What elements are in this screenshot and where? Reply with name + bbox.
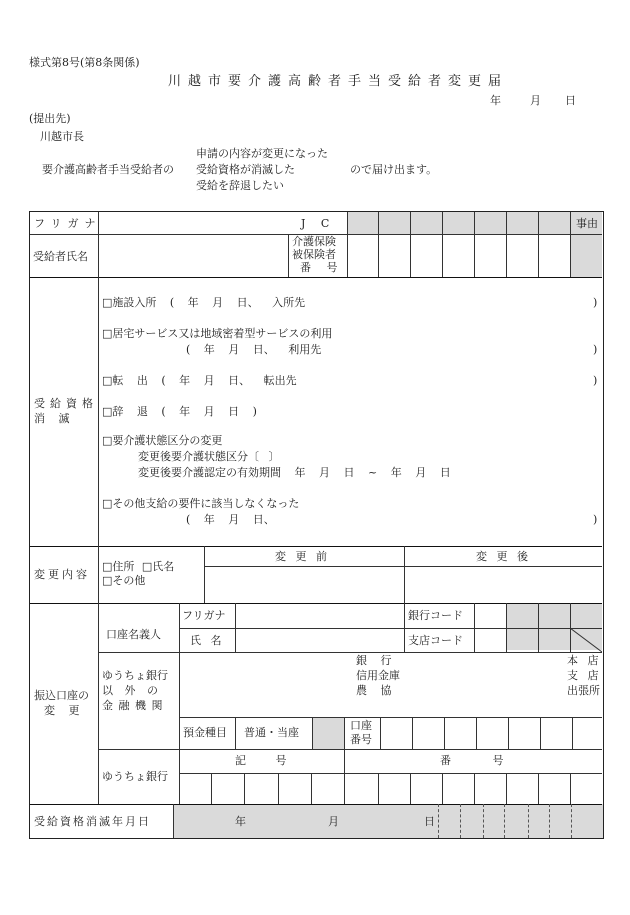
- loss-item-decline[interactable]: □辞 退 ( 年 月 日 ): [102, 405, 257, 418]
- fi-type-bank: 銀 行: [356, 654, 392, 667]
- loss-item-other-paren: ): [593, 513, 598, 526]
- holder-furigana-label: フリガナ: [182, 609, 226, 622]
- deposit-type-label: 預金種目: [183, 726, 227, 739]
- holder-name-label: 氏 名: [190, 634, 222, 647]
- loss-item-care-level-sub2: 変更後要介護認定の有効期間 年 月 日 ~ 年 月 日: [138, 466, 451, 479]
- deposit-type-options[interactable]: 普通・当座: [244, 726, 299, 739]
- insured-label-3: 番 号: [300, 261, 344, 274]
- reason-3: 受給を辞退したい: [196, 179, 284, 192]
- loss-label-2: 消 滅: [34, 412, 75, 425]
- fi-type-nokyo: 農 協: [356, 684, 392, 697]
- reason-1: 申請の内容が変更になった: [196, 147, 328, 160]
- branch-type-branch: 支 店: [567, 669, 599, 682]
- loss-item-care-level-sub1: 変更後要介護状態区分〔 〕: [138, 450, 280, 463]
- other-fi-label-3: 金 融 機 関: [102, 699, 163, 712]
- change-before-header: 変 更 前: [275, 550, 327, 563]
- addressee: 川越市長: [40, 130, 84, 143]
- furigana-field[interactable]: [101, 212, 286, 233]
- bank-label-1: 振込口座の: [34, 689, 89, 702]
- change-options-2[interactable]: □その他: [102, 574, 146, 587]
- kigo-label: 記 号: [235, 754, 287, 767]
- jiyu-shade: [570, 234, 602, 277]
- bank-code-label: 銀行コード: [408, 609, 463, 622]
- bank-label-2: 変 更: [44, 704, 80, 717]
- branch-code-slash: [570, 628, 602, 652]
- form-table: [29, 211, 604, 839]
- footer-label: 受給資格消滅年月日: [34, 815, 151, 828]
- loss-item-care-level[interactable]: □要介護状態区分の変更: [102, 434, 223, 447]
- loss-item-facility-paren: ): [593, 296, 598, 309]
- loss-item-other[interactable]: □その他支給の要件に該当しなくなった: [102, 497, 300, 510]
- loss-item-service-paren: ): [593, 343, 598, 356]
- reason-2: 受給資格が消滅した: [196, 163, 295, 176]
- form-title: 川越市要介護高齢者手当受給者変更届: [168, 74, 509, 89]
- footer-year: 年: [235, 815, 246, 828]
- fi-type-shinkin: 信用金庫: [356, 669, 400, 682]
- subject: 要介護高齢者手当受給者の: [42, 163, 174, 176]
- footer-day: 日: [424, 815, 435, 828]
- change-options-1[interactable]: □住所 □氏名: [102, 560, 175, 573]
- account-no-label-1: 口座: [350, 719, 372, 732]
- loss-item-facility[interactable]: □施設入所 ( 年 月 日、 入所先: [102, 296, 306, 309]
- submit-to: (提出先): [29, 112, 71, 125]
- jiyu-label: 事由: [576, 217, 598, 230]
- loss-item-other-sub: ( 年 月 日、: [186, 513, 275, 526]
- account-no-label-2: 番号: [350, 733, 372, 746]
- date-month: 月: [530, 94, 541, 107]
- loss-label-1: 受給資格: [34, 397, 98, 410]
- loss-item-service[interactable]: □居宅サービス又は地域密着型サービスの利用: [102, 327, 333, 340]
- loss-item-moveout-paren: ): [593, 374, 598, 387]
- form-number: 様式第8号(第8条関係): [29, 56, 140, 69]
- insured-label-1: 介護保険: [292, 235, 336, 248]
- jc-label: J C: [301, 217, 336, 230]
- loss-item-moveout[interactable]: □転 出 ( 年 月 日、 転出先: [102, 374, 297, 387]
- branch-type-office: 出張所: [567, 684, 600, 697]
- recipient-name-label: 受給者氏名: [33, 250, 88, 263]
- footer-month: 月: [328, 815, 339, 828]
- other-fi-label-1: ゆうちょ銀行: [102, 669, 168, 682]
- branch-code-label: 支店コード: [408, 634, 463, 647]
- deposit-shade: [312, 717, 344, 749]
- change-label: 変更内容: [34, 568, 90, 581]
- insured-label-2: 被保険者: [292, 248, 336, 261]
- closing: ので届け出ます。: [350, 163, 438, 176]
- furigana-label: フリガナ: [34, 217, 102, 230]
- other-fi-label-2: 以 外 の: [102, 684, 158, 697]
- date-year: 年: [490, 94, 501, 107]
- holder-label: 口座名義人: [106, 628, 161, 641]
- date-day: 日: [565, 94, 576, 107]
- yucho-label: ゆうちょ銀行: [102, 770, 168, 783]
- change-after-header: 変 更 後: [476, 550, 528, 563]
- recipient-name-field[interactable]: [101, 236, 286, 275]
- bango-label: 番 号: [440, 754, 504, 767]
- branch-type-head: 本 店: [567, 654, 599, 667]
- loss-item-service-sub: ( 年 月 日、 利用先: [186, 343, 322, 356]
